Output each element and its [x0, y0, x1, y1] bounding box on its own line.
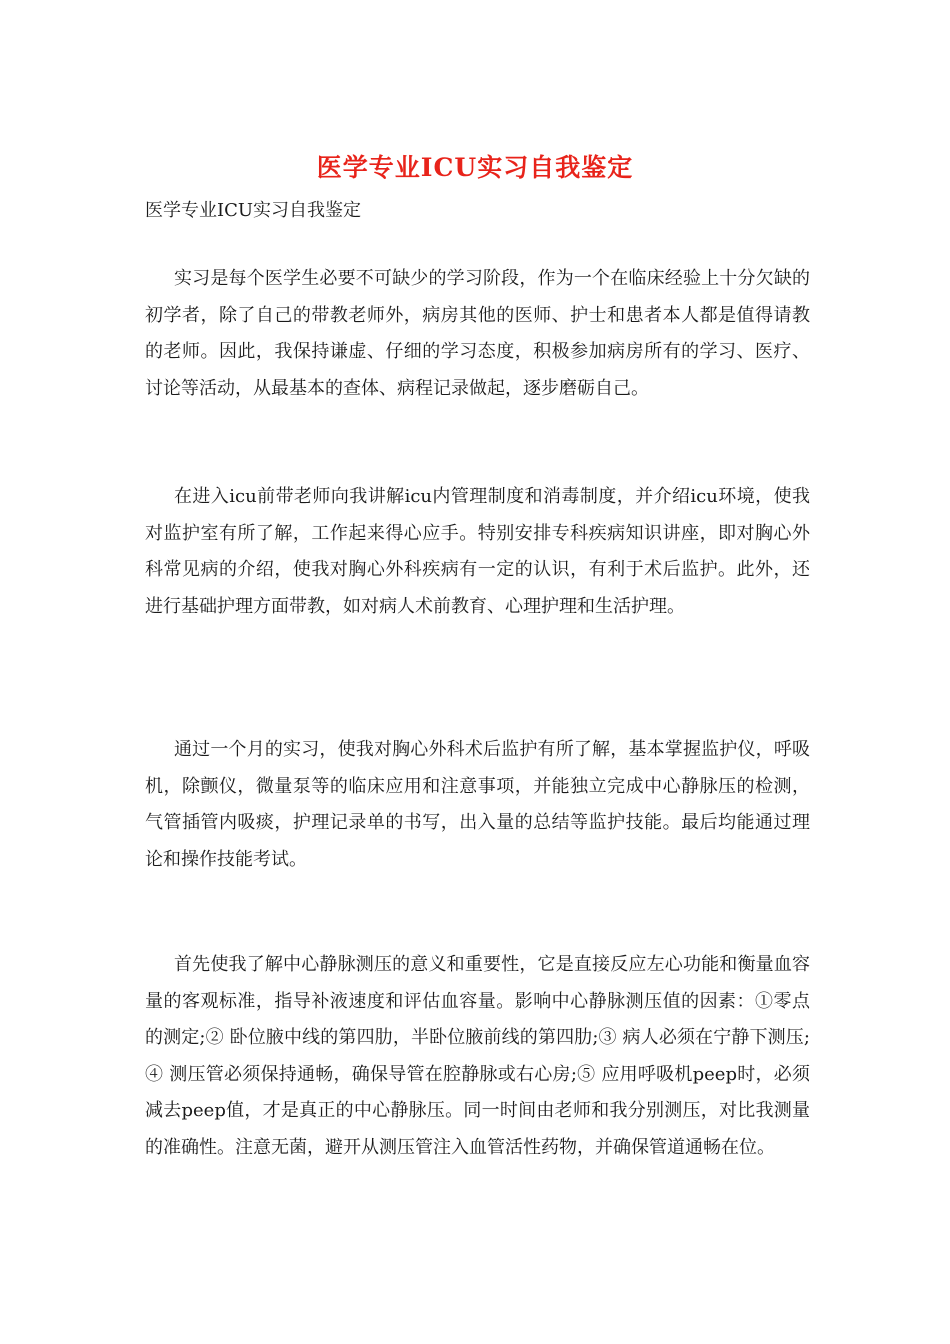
document-subtitle: 医学专业ICU实习自我鉴定 [145, 200, 362, 221]
document-title: 医学专业ICU实习自我鉴定 [316, 153, 634, 182]
paragraph: 实习是每个医学生必要不可缺少的学习阶段，作为一个在临床经验上十分欠缺的初学者，除了自己的带教老师外，病房其他的医师、护士和患者本人都是值得请教的老师。因此，我保持谦虚、仔细的学习态度，积极参加病房所有的学习、医疗、讨论等活动，从最基本的查体、病程记录做起，逐步磨砺自己。 [145, 268, 810, 399]
paragraph: 在进入icu前带老师向我讲解icu内管理制度和消毒制度，并介绍icu环境，使我对监护室有所了解，工作起来得心应手。特别安排专科疾病知识讲座，即对胸心外科常见病的介绍，使我对胸心外科疾病有一定的认识，有利于术后监护。此外，还进行基础护理方面带教，如对病人术前教育、心理护理和生活护理。 [145, 486, 810, 617]
paragraph: 首先使我了解中心静脉测压的意义和重要性，它是直接反应左心功能和衡量血容量的客观标准，指导补液速度和评估血容量。影响中心静脉测压值的因素：①零点的测定;② 卧位腋中线的第四肋，半卧位腋前线的第四肋;③ 病人必须在宁静下测压;④ 测压管必须保持通畅，确保导管在腔静脉或右心房;⑤ 应用呼吸机peep时，必须减去peep值，才是真正的中心静脉压。同一时间由老师和我分别测压，对比我测量的准确性。注意无菌，避开从测压管注入血管活性药物，并确保管道通畅在位。 [145, 954, 810, 1158]
paragraph: 通过一个月的实习，使我对胸心外科术后监护有所了解，基本掌握监护仪，呼吸机，除颤仪，微量泵等的临床应用和注意事项，并能独立完成中心静脉压的检测，气管插管内吸痰，护理记录单的书写，出入量的总结等监护技能。最后均能通过理论和操作技能考试。 [145, 739, 810, 870]
